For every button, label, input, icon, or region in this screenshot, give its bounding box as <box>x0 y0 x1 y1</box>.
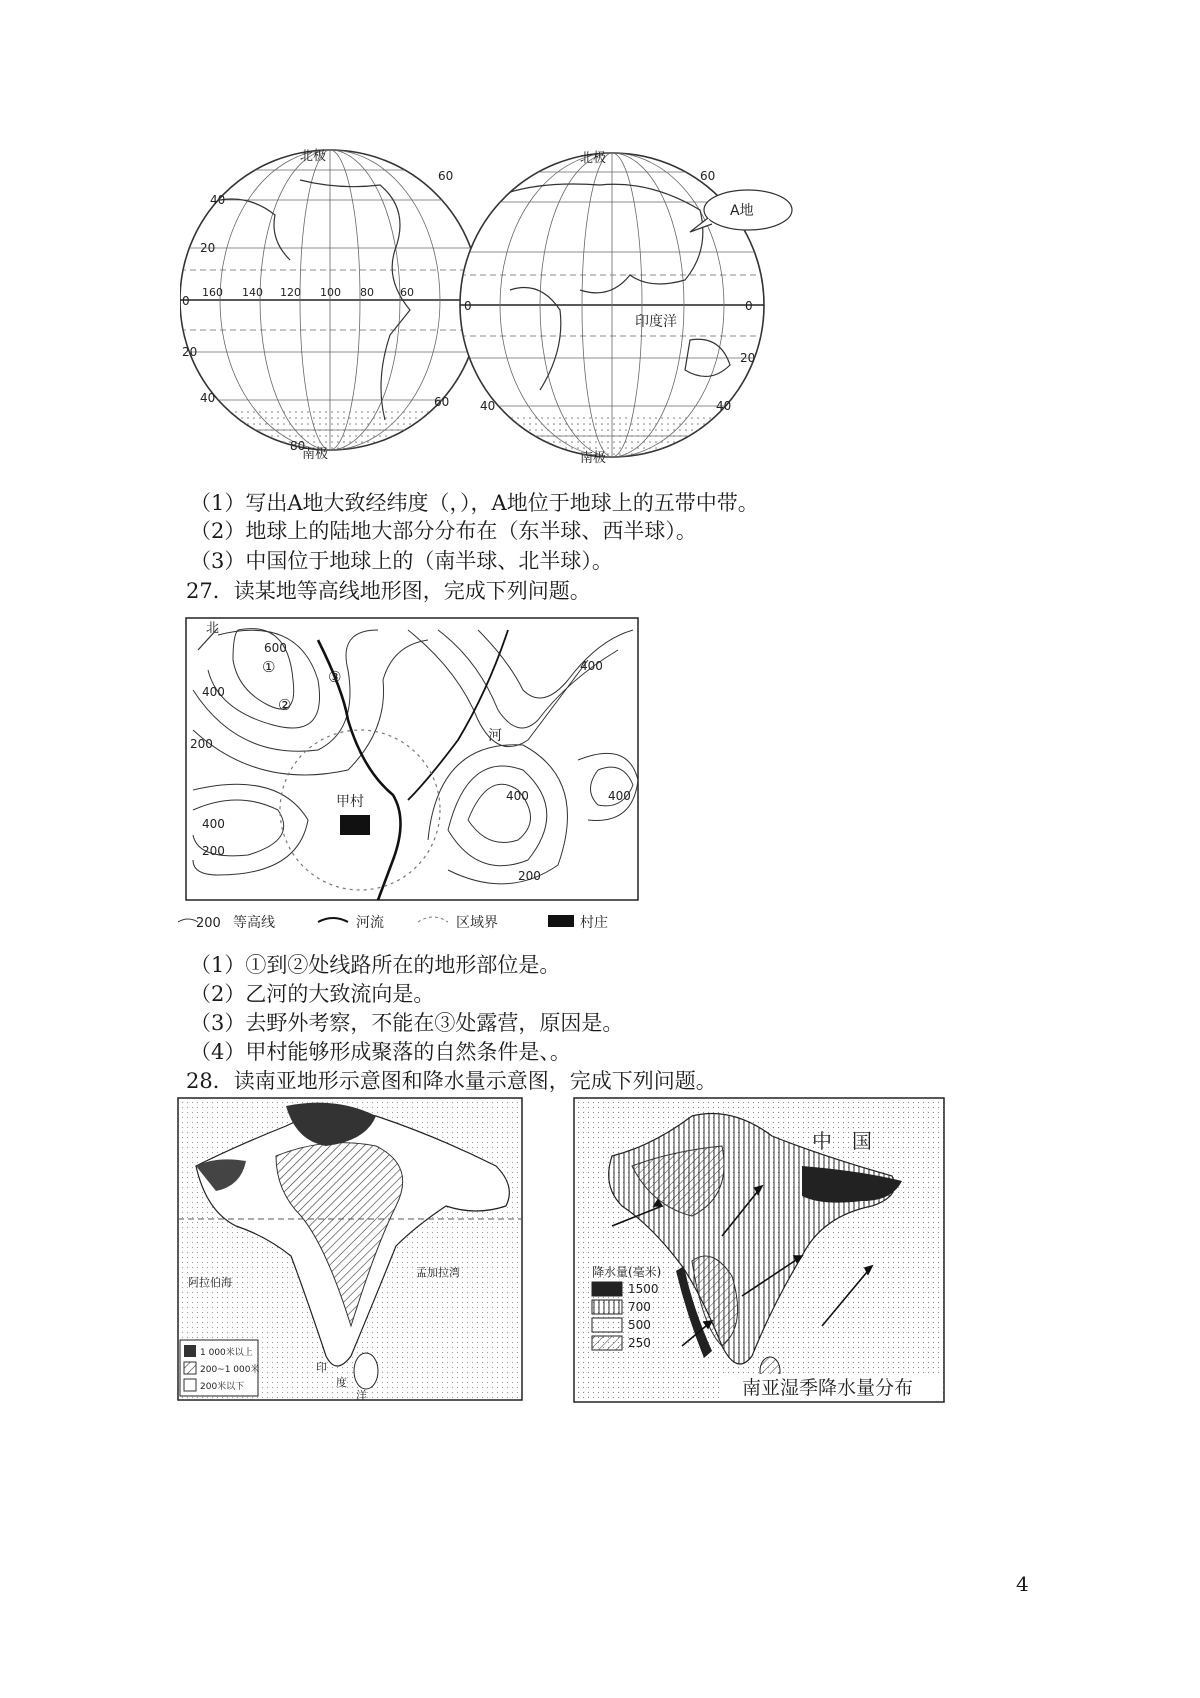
q26-item-2: （2）地球上的陆地大部分分布在（东半球、西半球）。 <box>190 519 697 543</box>
legend-contour-text: 等高线 <box>233 915 275 931</box>
contour-label: 400 <box>608 789 631 803</box>
contour-label: 200 <box>202 844 225 858</box>
q27-item-3: （3）去野外考察，不能在③处露营，原因是。 <box>190 1011 624 1035</box>
legend-250: 250 <box>628 1336 651 1350</box>
hemispheres-figure <box>180 140 820 480</box>
legend-500: 500 <box>628 1318 651 1332</box>
contour-legend <box>178 914 608 931</box>
village-label: 甲村 <box>336 794 364 810</box>
q28-title: 28．读南亚地形示意图和降水量示意图，完成下列问题。 <box>186 1069 717 1093</box>
legend-700: 700 <box>628 1300 651 1314</box>
contour-label: 200 <box>518 869 541 883</box>
left-hemisphere <box>180 148 480 462</box>
lon-label: 140 <box>242 286 263 299</box>
north-pole-label: 北极 <box>300 149 327 164</box>
legend-village-text: 村庄 <box>580 915 608 931</box>
lon-label: 100 <box>320 286 341 299</box>
point-2-label: ② <box>278 696 292 714</box>
lon-label: 80 <box>360 286 374 299</box>
north-pole-label: 北极 <box>580 151 607 166</box>
callout-a-label: A地 <box>730 203 754 219</box>
terrain-legend <box>180 1340 260 1396</box>
lat-label: 20 <box>182 345 198 359</box>
lat-label: 40 <box>200 391 216 405</box>
right-hemisphere <box>460 150 792 466</box>
legend-mid: 200~1 000米 <box>200 1365 260 1375</box>
contour-label: 400 <box>202 817 225 831</box>
lat-label: 20 <box>740 351 756 365</box>
lat-label: 0 <box>464 299 472 313</box>
q27-title: 27．读某地等高线地形图，完成下列问题。 <box>186 579 591 603</box>
lat-label: 40 <box>480 399 496 413</box>
lon-label: 60 <box>400 286 414 299</box>
contour-label: 400 <box>580 659 603 673</box>
lat-label: 40 <box>210 193 226 207</box>
q27-item-1: （1）①到②处线路所在的地形部位是。 <box>190 953 561 977</box>
south-pole-label: 南极 <box>302 447 329 462</box>
village-marker <box>340 815 370 835</box>
legend-low: 200米以下 <box>200 1382 245 1392</box>
lat-label: 60 <box>700 169 716 183</box>
legend-high: 1 000米以上 <box>200 1348 253 1358</box>
ocean-char-2: 度 <box>336 1376 347 1389</box>
legend-1500: 1500 <box>628 1282 659 1296</box>
q26-item-1: （1）写出A地大致经纬度（，），A地位于地球上的五带中带。 <box>190 491 759 515</box>
ocean-char-1: 印 <box>316 1361 327 1374</box>
legend-contour-sample: 200 <box>196 916 221 931</box>
lat-label: 60 <box>438 169 454 183</box>
north-label: 北 <box>206 621 220 636</box>
lat-label: 0 <box>745 299 753 313</box>
rainfall-caption: 南亚湿季降水量分布 <box>742 1377 914 1399</box>
equator-label: 0 <box>182 294 190 308</box>
arabian-sea-label: 阿拉伯海 <box>188 1276 232 1289</box>
ocean-char-3: 洋 <box>356 1389 367 1402</box>
q26-item-3: （3）中国位于地球上的（南半球、北半球）。 <box>190 549 613 573</box>
lon-label: 160 <box>202 286 223 299</box>
bay-of-bengal-label: 孟加拉湾 <box>416 1266 460 1279</box>
china-label: 中 国 <box>812 1129 872 1153</box>
point-3-label: ③ <box>328 668 342 686</box>
lat-label: 80 <box>290 439 306 453</box>
lon-label: 120 <box>280 286 301 299</box>
ocean-label: 印度洋 <box>635 314 677 330</box>
south-pole-label: 南极 <box>580 451 607 466</box>
contour-label: 400 <box>202 685 225 699</box>
q27-item-4: （4）甲村能够形成聚落的自然条件是、。 <box>190 1040 571 1064</box>
point-1-label: ① <box>262 658 276 676</box>
page-number: 4 <box>1016 1572 1029 1596</box>
river-yi-label: 河 <box>488 728 502 744</box>
legend-title: 降水量(毫米) <box>592 1265 662 1279</box>
south-asia-rainfall-map <box>572 1096 948 1406</box>
contour-label: 200 <box>190 737 213 751</box>
contour-map <box>178 610 653 940</box>
south-asia-terrain-map <box>176 1096 526 1406</box>
legend-boundary-text: 区域界 <box>456 915 498 931</box>
q27-item-2: （2）乙河的大致流向是。 <box>190 982 435 1006</box>
contour-label: 600 <box>264 641 287 655</box>
lat-label: 20 <box>200 241 216 255</box>
lat-label: 40 <box>716 399 732 413</box>
legend-river-text: 河流 <box>356 915 384 931</box>
lat-label: 60 <box>434 395 450 409</box>
contour-label: 400 <box>506 789 529 803</box>
